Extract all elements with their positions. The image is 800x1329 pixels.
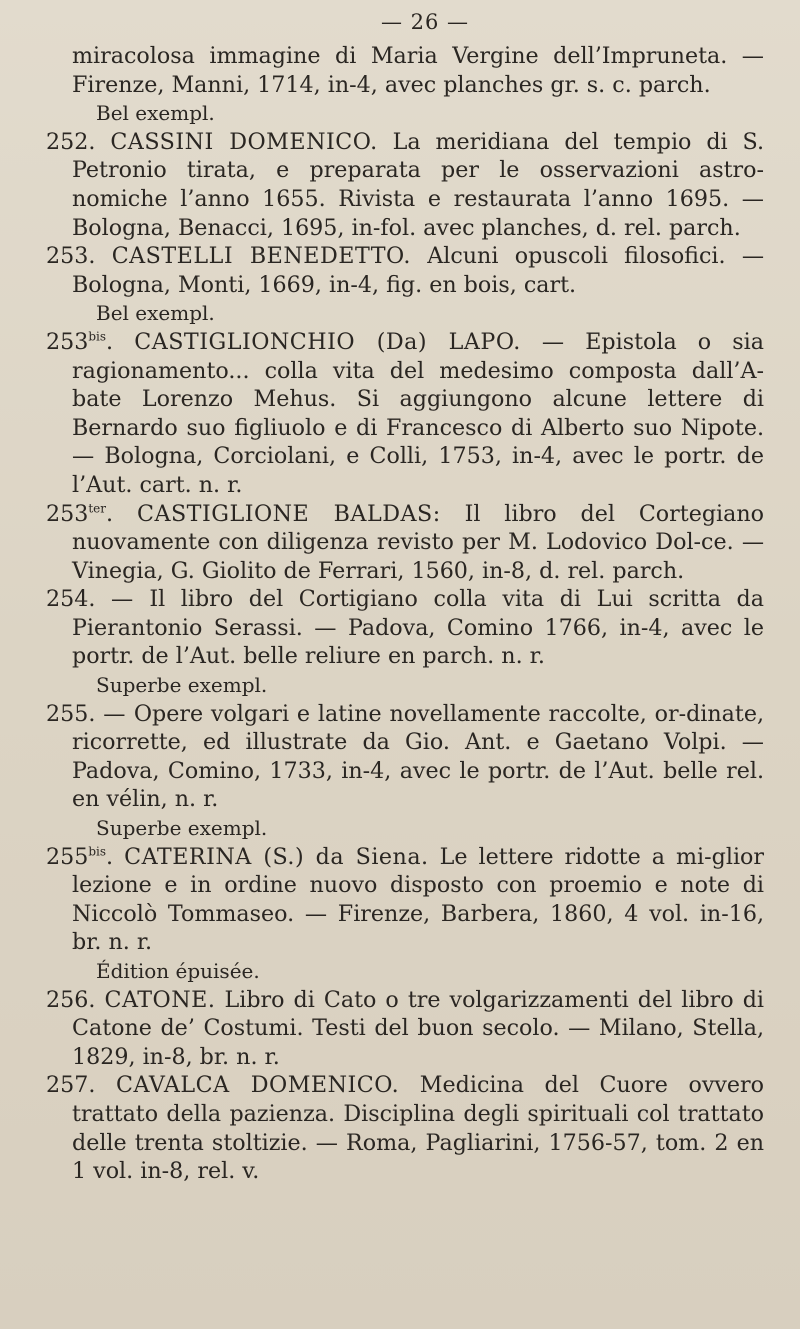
- entry-number-suffix: bis: [88, 844, 107, 859]
- entry-text: Le lettere ridotte a mi-glior lezione e in ordine nuovo disposto con proemio e note di Niccolò Tommaseo. — Firenze, Barbera, 1860, 4 vol. in-16, br. n. r.: [72, 843, 764, 956]
- entry-author: CAVALCA DOMENICO.: [115, 1072, 400, 1099]
- entry-note: Édition épuisée.: [96, 959, 260, 983]
- entry-number: 257.: [46, 1072, 96, 1099]
- entry-note: Superbe exempl.: [96, 673, 268, 698]
- catalogue-entry: [46, 1071, 764, 1185]
- entry-author: CATONE.: [104, 986, 216, 1013]
- entry-number: 255.: [46, 700, 96, 727]
- entry-number: 253: [46, 328, 89, 355]
- entry-author: —: [111, 586, 134, 613]
- catalogue-entry: [46, 585, 764, 671]
- catalogue-entry: [46, 986, 764, 1072]
- catalogue-entry: [46, 700, 764, 814]
- catalogue-entry: [46, 242, 764, 299]
- catalogue-entry: $253^{bis}$. CASTIGLIONCHIO (Da) LAPO. — Epistola o sia ragionamento... colla vita del medesimo composta dall’A-bate Lorenzo Mehus. Si aggiungono alcune lettere di Bernardo suo figliuolo e di Francesco di Alberto suo Nipote. — Bologna, Corciolani, e Colli, 1753, in-4, avec le portr. de l’Aut. cart. n. r.: [46, 328, 764, 498]
- page-number: — 26 —: [380, 10, 470, 34]
- entry-text: La meridiana del tempio di S. Petronio tirata, e preparata per le osservazioni astro-nomiche l’anno 1655. Rivista e restaurata l’anno 1695. — Bologna, Benacci, 1695, in-fol. avec planches, d. rel. parch.: [72, 128, 764, 241]
- catalogue-entry: [46, 128, 764, 242]
- entry-author: CASTIGLIONCHIO (Da) LAPO.: [134, 328, 521, 355]
- entry-number: 253: [46, 500, 89, 527]
- entry-number-suffix: bis: [88, 329, 107, 344]
- entry-text: Alcuni opuscoli filosofici. — Bologna, Monti, 1669, in-4, fig. en bois, cart.: [72, 243, 765, 298]
- entry-text: Il libro del Cortegiano nuovamente con diligenza revisto per M. Lodovico Dol-ce. — Vinegia, G. Giolito de Ferrari, 1560, in-8, d. rel. parch.: [72, 500, 764, 584]
- catalogue-entry: $253^{ter}$. CASTIGLIONE BALDAS: Il libro del Cortegiano nuovamente con diligenza revisto per M. Lodovico Dol-ce. — Vinegia, G. Giolito de Ferrari, 1560, in-8, d. rel. parch.: [46, 500, 764, 584]
- entry-text: Opere volgari e latine novellamente raccolte, or-dinate, ricorrette, ed illustrate da Gio. Ant. e Gaetano Volpi. — Padova, Comino, 1733, in-4, avec le portr. de l’Aut. belle rel. en vélin, n. r.: [72, 700, 765, 813]
- entry-number: 254.: [46, 586, 96, 613]
- entry-text: miracolosa immagine di Maria Vergine dell’Impruneta. — Firenze, Manni, 1714, in-4, avec planches gr. s. c. parch.: [72, 43, 764, 98]
- entry-note: Bel exempl.: [96, 101, 215, 126]
- entry-author: CASSINI DOMENICO.: [110, 128, 378, 155]
- catalogue-entry: [46, 42, 764, 99]
- entry-number-suffix: ter: [88, 501, 107, 516]
- entry-author: CASTELLI BENEDETTO.: [111, 243, 411, 270]
- entry-note: Superbe exempl.: [96, 816, 268, 841]
- entry-text: Libro di Cato o tre volgarizzamenti del libro di Catone de’ Costumi. Testi del buon secolo. — Milano, Stella, 1829, in-8, br. n. r.: [72, 986, 764, 1070]
- entry-author: —: [103, 700, 126, 727]
- entry-author: CASTIGLIONE BALDAS:: [136, 500, 441, 527]
- catalogue-entry: $255^{bis}$. CATERINA (S.) da Siena. Le lettere ridotte a mi-glior lezione e in ordine nuovo disposto con proemio e note di Niccolò Tommaseo. — Firenze, Barbera, 1860, 4 vol. in-16, br. n. r.: [46, 843, 764, 956]
- entry-number: 252.: [46, 128, 96, 155]
- entry-number: 255: [46, 843, 89, 870]
- entry-text: Il libro del Cortigiano colla vita di Lui scritta da Pierantonio Serassi. — Padova, Comino 1766, in-4, avec le portr. de l’Aut. belle reliure en parch. n. r.: [72, 586, 764, 670]
- entry-note: Bel exempl.: [96, 301, 215, 326]
- entry-list: [46, 42, 764, 1186]
- entry-author: CATERINA (S.) da Siena.: [124, 843, 429, 870]
- entry-number: 253.: [46, 243, 96, 270]
- entry-number: 256.: [46, 986, 96, 1013]
- entry-text: Medicina del Cuore ovvero trattato della pazienza. Disciplina degli spirituali col trattato delle trenta stoltizie. — Roma, Pagliarini, 1756-57, tom. 2 en 1 vol. in-8, rel. v.: [72, 1072, 764, 1185]
- entry-text: — Epistola o sia ragionamento... colla vita del medesimo composta dall’A-bate Lorenzo Mehus. Si aggiungono alcune lettere di Bernardo suo figliuolo e di Francesco di Alberto suo Nipote. — Bologna, Corciolani, e Colli, 1753, in-4, avec le portr. de l’Aut. cart. n. r.: [72, 328, 764, 498]
